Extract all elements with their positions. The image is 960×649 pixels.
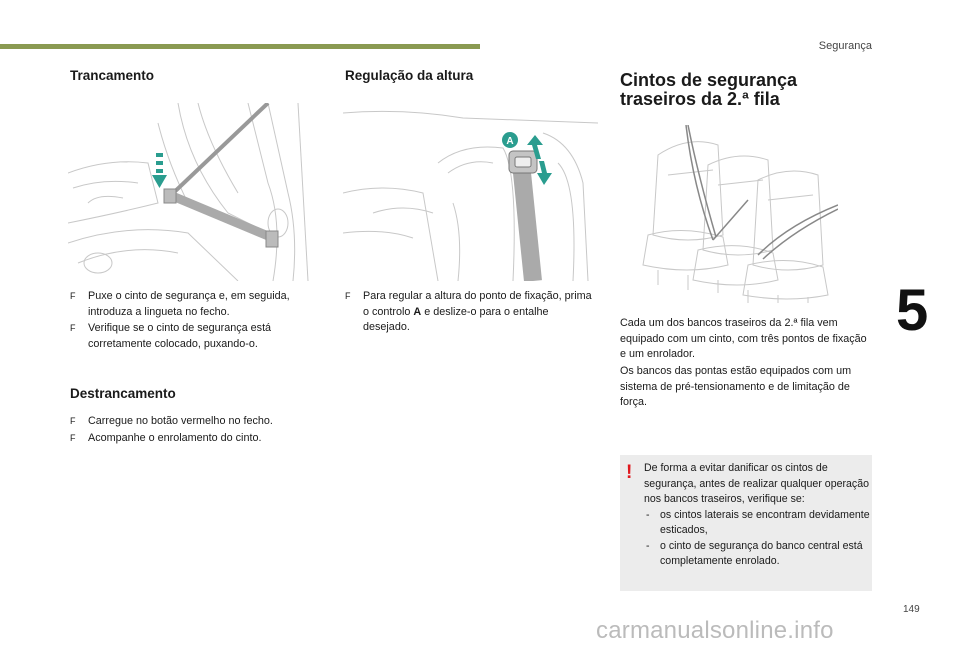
control-a-label: A [506, 136, 514, 147]
list-item: F Carregue no botão vermelho no fecho. [70, 415, 273, 427]
page-number: 149 [903, 604, 920, 615]
warning-box [620, 455, 872, 591]
paragraph-2: Os bancos das pontas estão equipados com um sistema de pré-tensionamento e de limitação de força. [620, 365, 852, 408]
bullets-regulacao [345, 289, 595, 337]
watermark: carmanualsonline.info [596, 617, 834, 644]
buckle-illustration [68, 103, 318, 281]
section-label: Segurança [818, 40, 872, 52]
list-item: - o cinto de segurança do banco central está completamente enrolado. [646, 539, 863, 567]
heading-trancamento: Trancamento [70, 68, 155, 83]
list-item: - os cintos laterais se encontram devidamente esticados, [646, 508, 870, 536]
paragraph-1: Cada um dos bancos traseiros da 2.ª fila vem equipado com um cinto, com três pontos de fixação e um enrolador. [620, 317, 867, 360]
bullets-trancamento [70, 289, 325, 353]
list-item: F Para regular a altura do ponto de fixação, prima o controlo A e deslize-o para o entalhe desejado. [345, 290, 592, 333]
heading-regulacao: Regulação da altura [345, 68, 474, 83]
rear-seats-illustration [628, 125, 838, 305]
bullets-destrancamento [70, 414, 325, 447]
height-adjust-illustration [343, 103, 598, 281]
list-item: F Verifique se o cinto de segurança está corretamente colocado, puxando-o. [70, 322, 272, 350]
warning-text: De forma a evitar danificar os cintos de segurança, antes de realizar qualquer operação nos bancos traseiros, verifique se: - os cintos laterais se encontram devidamente esticados, - o cinto de segurança do banco central está completamente enrolado. [644, 461, 870, 570]
heading-destrancamento: Destrancamento [70, 386, 176, 401]
heading-cintos-traseiros: Cintos de segurança traseiros da 2.ª fila [620, 70, 798, 109]
list-item: F Acompanhe o enrolamento do cinto. [70, 431, 262, 444]
warning-icon: ! [626, 462, 633, 483]
list-item: F Puxe o cinto de segurança e, em seguida, introduza a lingueta no fecho. [70, 290, 290, 318]
chapter-number: 5 [896, 278, 929, 343]
accent-bar [0, 44, 480, 49]
